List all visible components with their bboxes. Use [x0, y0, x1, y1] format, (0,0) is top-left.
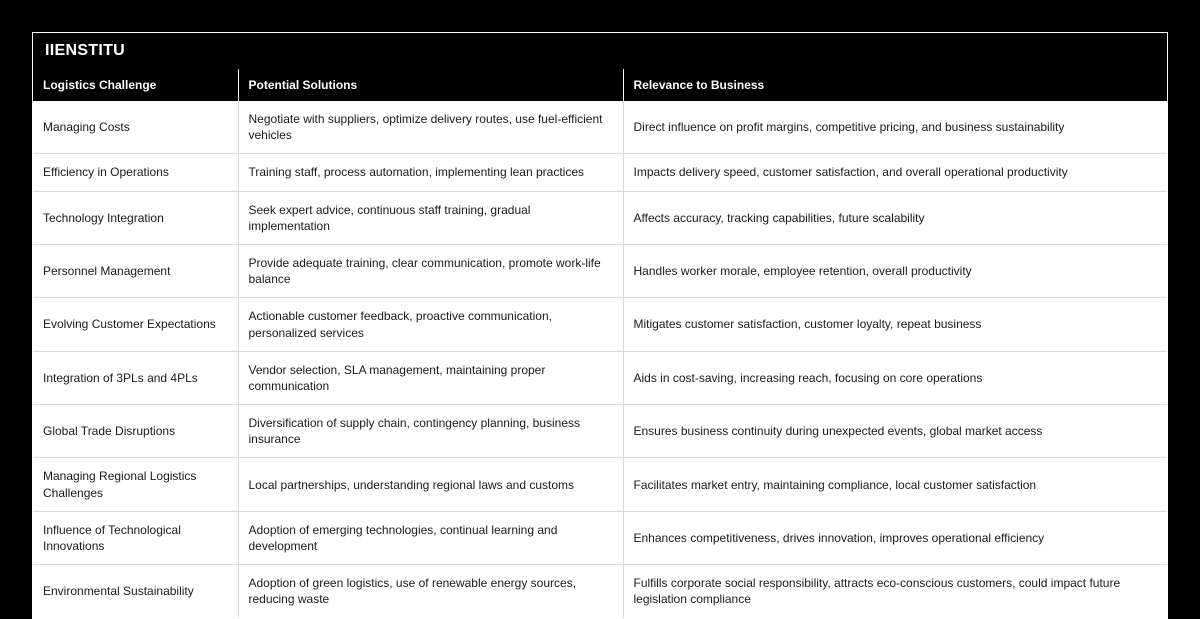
cell-relevance: Aids in cost-saving, increasing reach, focusing on core operations	[623, 351, 1167, 404]
table-row	[33, 191, 1167, 244]
table-row	[33, 101, 1167, 154]
table-header-row	[33, 69, 1167, 101]
table-row	[33, 405, 1167, 458]
column-header-relevance-to-business: Relevance to Business	[623, 69, 1167, 101]
table-header	[33, 69, 1167, 101]
cell-solutions: Actionable customer feedback, proactive communication, personalized services	[238, 298, 623, 351]
column-header-logistics-challenge: Logistics Challenge	[33, 69, 238, 101]
cell-challenge: Influence of Technological Innovations	[33, 511, 238, 564]
cell-relevance: Affects accuracy, tracking capabilities, future scalability	[623, 191, 1167, 244]
table-row	[33, 298, 1167, 351]
cell-relevance: Enhances competitiveness, drives innovation, improves operational efficiency	[623, 511, 1167, 564]
table-row	[33, 565, 1167, 618]
table-row	[33, 458, 1167, 511]
cell-solutions: Vendor selection, SLA management, maintaining proper communication	[238, 351, 623, 404]
cell-challenge: Managing Regional Logistics Challenges	[33, 458, 238, 511]
cell-challenge: Integration of 3PLs and 4PLs	[33, 351, 238, 404]
cell-relevance: Handles worker morale, employee retention, overall productivity	[623, 244, 1167, 297]
cell-solutions: Training staff, process automation, implementing lean practices	[238, 154, 623, 191]
cell-solutions: Seek expert advice, continuous staff training, gradual implementation	[238, 191, 623, 244]
cell-solutions: Adoption of emerging technologies, continual learning and development	[238, 511, 623, 564]
cell-relevance: Impacts delivery speed, customer satisfaction, and overall operational productivity	[623, 154, 1167, 191]
cell-challenge: Global Trade Disruptions	[33, 405, 238, 458]
logistics-challenges-table	[33, 69, 1167, 618]
brand-header	[33, 33, 1167, 69]
table-row	[33, 154, 1167, 191]
table-row	[33, 244, 1167, 297]
column-header-potential-solutions: Potential Solutions	[238, 69, 623, 101]
cell-solutions: Local partnerships, understanding regional laws and customs	[238, 458, 623, 511]
cell-relevance: Facilitates market entry, maintaining compliance, local customer satisfaction	[623, 458, 1167, 511]
cell-relevance: Fulfills corporate social responsibility, attracts eco-conscious customers, could impact future legislation compliance	[633, 576, 1121, 607]
cell-challenge: Environmental Sustainability	[33, 565, 238, 618]
cell-relevance: Ensures business continuity during unexpected events, global market access	[623, 405, 1167, 458]
table-row	[33, 351, 1167, 404]
cell-challenge: Efficiency in Operations	[33, 154, 238, 191]
cell-solutions: Provide adequate training, clear communication, promote work-life balance	[238, 244, 623, 297]
cell-solutions: Diversification of supply chain, contingency planning, business insurance	[238, 405, 623, 458]
cell-challenge: Evolving Customer Expectations	[33, 298, 238, 351]
cell-relevance: Mitigates customer satisfaction, customer loyalty, repeat business	[623, 298, 1167, 351]
table-row	[33, 511, 1167, 564]
logistics-challenges-table-card	[32, 32, 1168, 619]
cell-relevance: Direct influence on profit margins, competitive pricing, and business sustainability	[623, 101, 1167, 154]
cell-solutions: Negotiate with suppliers, optimize delivery routes, use fuel-efficient vehicles	[238, 101, 623, 154]
table-body	[33, 101, 1167, 618]
cell-challenge: Personnel Management	[33, 244, 238, 297]
cell-challenge: Managing Costs	[33, 101, 238, 154]
brand-title: IIENSTITU	[45, 42, 126, 59]
cell-solutions: Adoption of green logistics, use of renewable energy sources, reducing waste	[238, 565, 623, 618]
cell-challenge: Technology Integration	[33, 191, 238, 244]
